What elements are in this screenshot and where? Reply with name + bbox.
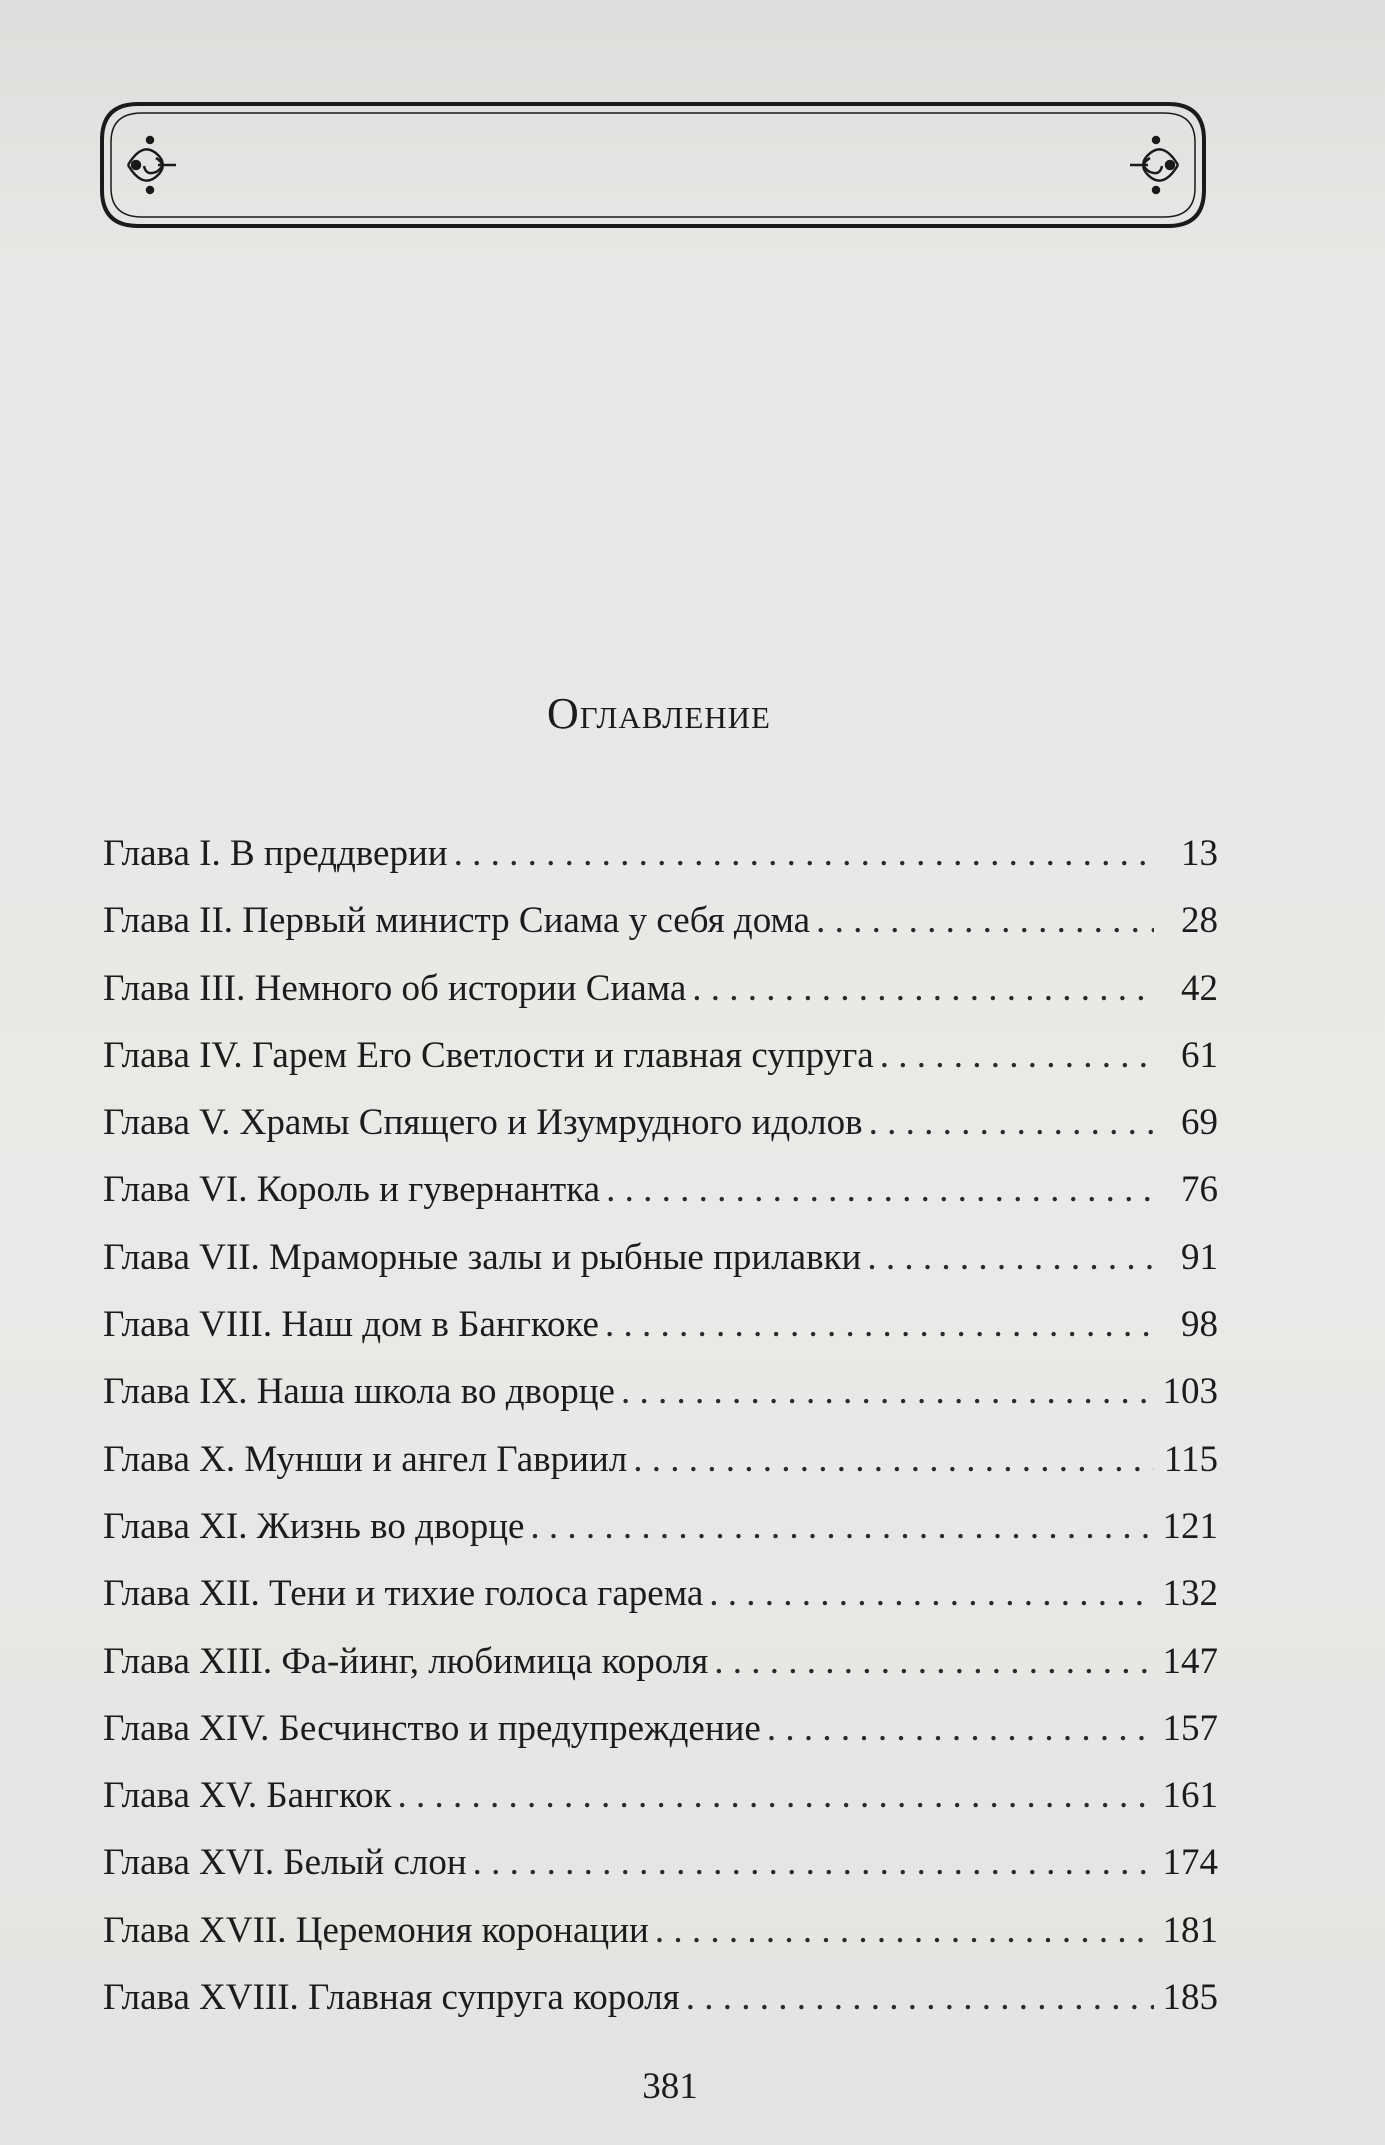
leader-dots [709,1560,1154,1627]
toc-entry-title: Глава XVI. Белый слон [103,1842,467,1884]
toc-entry-title: Глава XIII. Фа-йинг, любимица короля [103,1640,709,1682]
toc-entry[interactable] [103,1156,1218,1223]
toc-entry[interactable] [103,1560,1218,1627]
toc-entry[interactable] [103,1022,1218,1089]
toc-entry-title: Глава VIII. Наш дом в Бангкоке [103,1304,599,1346]
leader-dots [655,1897,1154,1964]
toc-entry-title: Глава X. Мунши и ангел Гавриил [103,1438,628,1480]
leader-dots [605,1291,1154,1358]
toc-entry-page: 28 [1181,900,1218,942]
toc-entry-title: Глава IX. Наша школа во дворце [103,1371,615,1413]
toc-entry[interactable] [103,1695,1218,1762]
toc-entry[interactable] [103,1493,1218,1560]
toc-entry-page: 115 [1163,1438,1218,1480]
toc-entry-page: 132 [1162,1573,1218,1615]
leader-dots [714,1628,1154,1695]
toc-entry-page: 61 [1181,1034,1218,1076]
toc-entry[interactable] [103,1358,1218,1425]
toc-entry-page: 121 [1162,1505,1218,1547]
leader-dots [633,1426,1154,1493]
toc-entry-title: Глава XII. Тени и тихие голоса гарема [103,1573,704,1615]
toc-entry-page: 42 [1181,967,1218,1009]
toc-entry-title: Глава XVII. Церемония коронации [103,1909,649,1951]
toc-entry[interactable] [103,887,1218,954]
toc-entry[interactable] [103,1426,1218,1493]
toc-entry-page: 157 [1162,1707,1218,1749]
toc-entry-page: 161 [1162,1775,1218,1817]
leader-dots [867,1224,1154,1291]
leader-dots [880,1022,1154,1089]
toc-entry-title: Глава III. Немного об истории Сиама [103,967,687,1009]
toc-entry-title: Глава XVIII. Главная супруга короля [103,1977,680,2019]
toc-entry[interactable] [103,1224,1218,1291]
leader-dots [606,1156,1154,1223]
toc-entry-title: Глава VI. Король и гувернантка [103,1169,601,1211]
toc-entry[interactable] [103,1897,1218,1964]
toc-entry-title: Глава XV. Бангкок [103,1775,392,1817]
contents-heading: Оглавление [547,689,771,738]
toc-entry-title: Глава XIV. Бесчинство и предупреждение [103,1707,761,1749]
toc-entry-title: Глава I. В преддверии [103,833,448,874]
toc-entry-title: Глава XI. Жизнь во дворце [103,1505,525,1547]
leader-dots [473,1829,1154,1896]
toc-entry-title: Глава V. Храмы Спящего и Изумрудного идолов [103,1102,863,1144]
toc-entry-page: 185 [1162,1977,1218,2019]
leader-dots [686,1964,1154,2031]
leader-dots [816,887,1154,954]
table-of-contents [103,820,1218,2031]
toc-entry[interactable] [103,1964,1218,2031]
toc-entry-page: 13 [1181,833,1218,874]
toc-entry-page: 98 [1181,1304,1218,1346]
toc-entry[interactable] [103,1762,1218,1829]
toc-entry[interactable] [103,820,1218,887]
flourish-right-icon [1130,137,1178,193]
toc-entry-page: 174 [1162,1842,1218,1884]
toc-entry[interactable] [103,1089,1218,1156]
toc-entry[interactable] [103,1291,1218,1358]
toc-entry-page: 103 [1162,1371,1218,1413]
leader-dots [869,1089,1154,1156]
toc-entry-page: 76 [1181,1169,1218,1211]
toc-entry-title: Глава VII. Мраморные залы и рыбные прилавки [103,1236,862,1278]
leader-dots [621,1358,1154,1425]
toc-entry-title: Глава IV. Гарем Его Светлости и главная супруга [103,1034,874,1076]
toc-entry[interactable] [103,955,1218,1022]
toc-entry-title: Глава II. Первый министр Сиама у себя дома [103,900,811,942]
flourish-left-icon [128,137,176,193]
ornamental-frame [98,100,1208,230]
leader-dots [767,1695,1154,1762]
leader-dots [692,955,1154,1022]
toc-entry-page: 91 [1181,1236,1218,1278]
leader-dots [398,1762,1154,1829]
leader-dots [454,820,1154,887]
toc-entry[interactable] [103,1829,1218,1896]
ornament-border-icon [98,100,1208,230]
toc-entry-page: 181 [1162,1909,1218,1951]
leader-dots [530,1493,1154,1560]
toc-entry-page: 147 [1162,1640,1218,1682]
toc-entry[interactable] [103,1628,1218,1695]
toc-entry-page: 69 [1181,1102,1218,1144]
page-number: 381 [642,2066,698,2107]
